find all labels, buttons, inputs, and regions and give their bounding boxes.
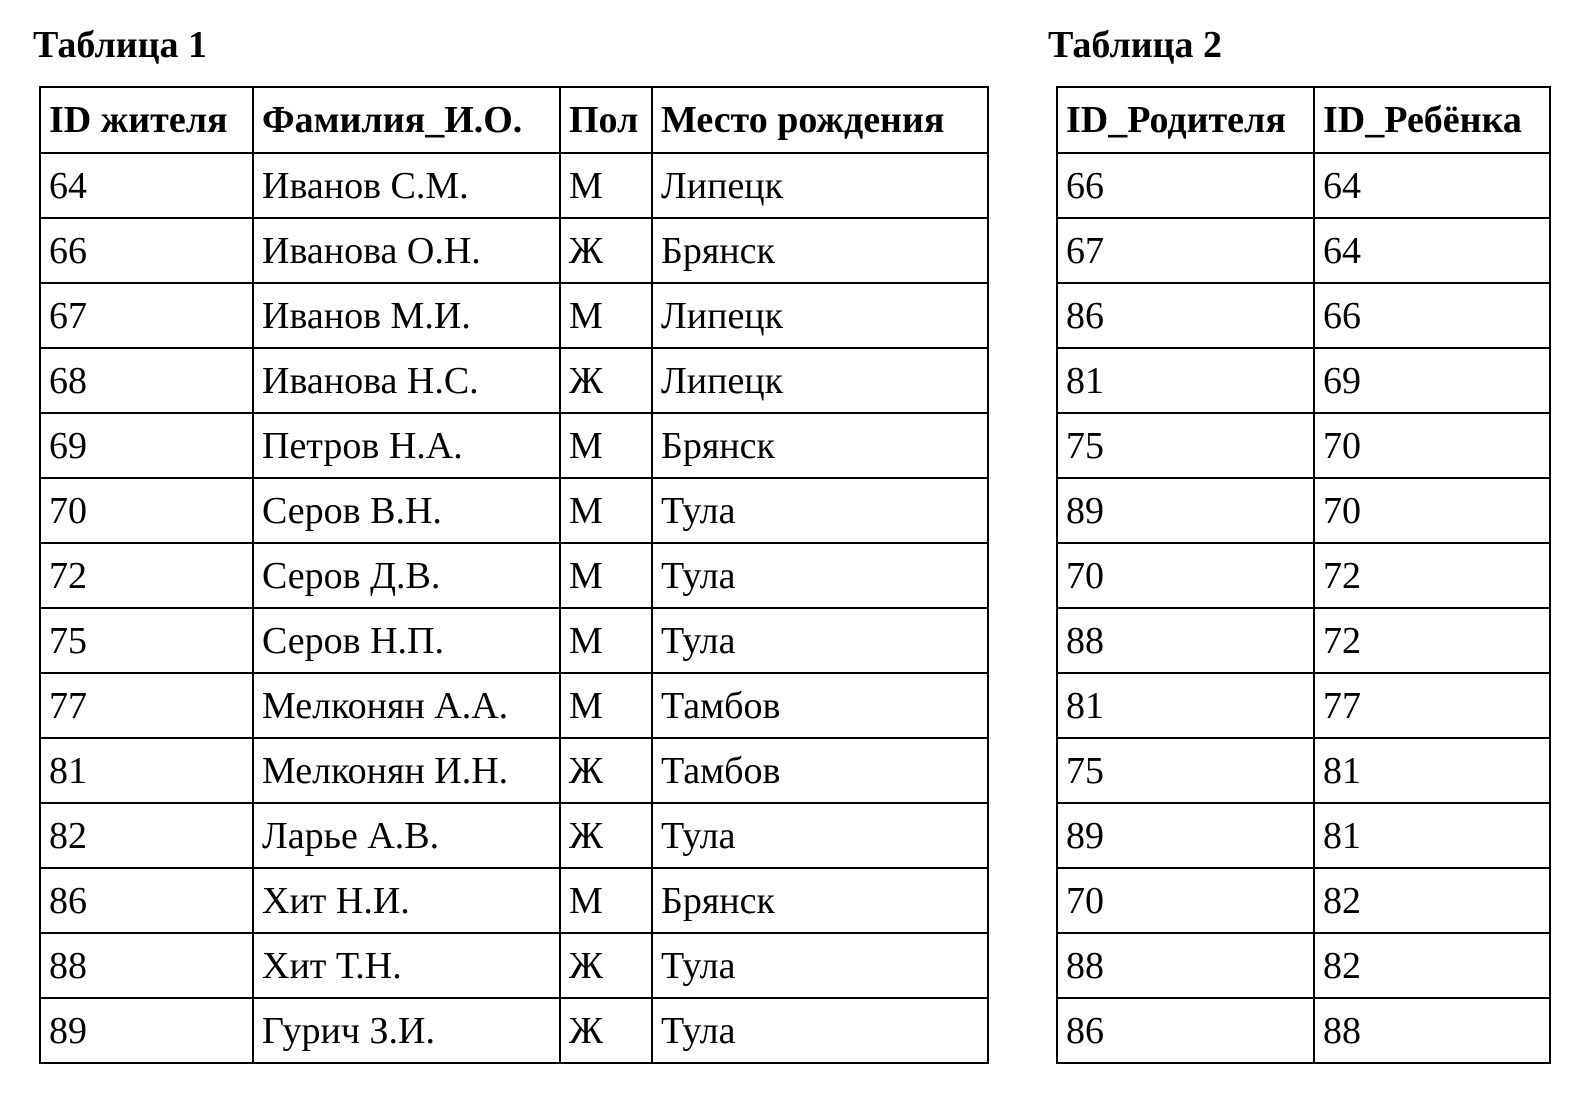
cell-birthplace: Липецк — [652, 283, 988, 348]
cell-gender: М — [560, 543, 652, 608]
cell-birthplace: Тула — [652, 998, 988, 1063]
table-row — [40, 413, 988, 478]
col-header-parent-id: ID_Родителя — [1057, 87, 1314, 153]
cell-resident-id: 89 — [40, 998, 253, 1063]
cell-resident-id: 82 — [40, 803, 253, 868]
cell-parent-id: 70 — [1057, 868, 1314, 933]
cell-birthplace: Тула — [652, 803, 988, 868]
cell-gender: М — [560, 868, 652, 933]
cell-birthplace: Тамбов — [652, 738, 988, 803]
table-row — [40, 738, 988, 803]
cell-surname: Иванов С.М. — [253, 153, 560, 218]
table-row — [1057, 153, 1550, 218]
cell-birthplace: Тамбов — [652, 673, 988, 738]
cell-surname: Иванова Н.С. — [253, 348, 560, 413]
cell-birthplace: Брянск — [652, 413, 988, 478]
table-row — [1057, 218, 1550, 283]
cell-surname: Мелконян А.А. — [253, 673, 560, 738]
col-header-surname: Фамилия_И.О. — [253, 87, 560, 153]
cell-parent-id: 81 — [1057, 673, 1314, 738]
table-row — [40, 868, 988, 933]
table-row — [1057, 283, 1550, 348]
cell-surname: Петров Н.А. — [253, 413, 560, 478]
cell-surname: Мелконян И.Н. — [253, 738, 560, 803]
cell-parent-id: 67 — [1057, 218, 1314, 283]
table-row — [1057, 738, 1550, 803]
cell-child-id: 70 — [1314, 413, 1550, 478]
table-row — [40, 218, 988, 283]
cell-resident-id: 72 — [40, 543, 253, 608]
table-row — [40, 348, 988, 413]
cell-resident-id: 77 — [40, 673, 253, 738]
parent-child-table-body — [1057, 153, 1550, 1063]
cell-gender: М — [560, 153, 652, 218]
cell-child-id: 64 — [1314, 218, 1550, 283]
cell-resident-id: 86 — [40, 868, 253, 933]
cell-gender: М — [560, 283, 652, 348]
cell-surname: Хит Т.Н. — [253, 933, 560, 998]
residents-header-row — [40, 87, 988, 153]
table-row — [40, 543, 988, 608]
cell-child-id: 66 — [1314, 283, 1550, 348]
cell-parent-id: 81 — [1057, 348, 1314, 413]
cell-parent-id: 75 — [1057, 738, 1314, 803]
cell-resident-id: 64 — [40, 153, 253, 218]
cell-gender: М — [560, 478, 652, 543]
cell-child-id: 70 — [1314, 478, 1550, 543]
col-header-gender: Пол — [560, 87, 652, 153]
cell-gender: Ж — [560, 348, 652, 413]
cell-birthplace: Тула — [652, 478, 988, 543]
cell-surname: Иванова О.Н. — [253, 218, 560, 283]
cell-child-id: 77 — [1314, 673, 1550, 738]
cell-child-id: 64 — [1314, 153, 1550, 218]
cell-resident-id: 69 — [40, 413, 253, 478]
cell-parent-id: 88 — [1057, 933, 1314, 998]
cell-child-id: 72 — [1314, 543, 1550, 608]
cell-birthplace: Тула — [652, 608, 988, 673]
table2-caption: Таблица 2 — [1048, 24, 1223, 66]
col-header-child-id: ID_Ребёнка — [1314, 87, 1550, 153]
table-row — [40, 608, 988, 673]
cell-child-id: 82 — [1314, 868, 1550, 933]
cell-surname: Гурич З.И. — [253, 998, 560, 1063]
cell-surname: Ларье А.В. — [253, 803, 560, 868]
cell-resident-id: 88 — [40, 933, 253, 998]
table-row — [1057, 933, 1550, 998]
cell-gender: Ж — [560, 803, 652, 868]
cell-parent-id: 75 — [1057, 413, 1314, 478]
cell-parent-id: 86 — [1057, 998, 1314, 1063]
cell-gender: М — [560, 608, 652, 673]
cell-surname: Серов Н.П. — [253, 608, 560, 673]
cell-gender: Ж — [560, 218, 652, 283]
table-row — [40, 998, 988, 1063]
cell-parent-id: 70 — [1057, 543, 1314, 608]
cell-birthplace: Брянск — [652, 218, 988, 283]
cell-birthplace: Тула — [652, 933, 988, 998]
table-row — [1057, 478, 1550, 543]
cell-child-id: 88 — [1314, 998, 1550, 1063]
table-row — [40, 803, 988, 868]
cell-parent-id: 89 — [1057, 478, 1314, 543]
cell-surname: Хит Н.И. — [253, 868, 560, 933]
cell-parent-id: 88 — [1057, 608, 1314, 673]
cell-child-id: 82 — [1314, 933, 1550, 998]
cell-parent-id: 66 — [1057, 153, 1314, 218]
cell-child-id: 72 — [1314, 608, 1550, 673]
table-row — [40, 153, 988, 218]
parent-child-header-row — [1057, 87, 1550, 153]
cell-gender: Ж — [560, 933, 652, 998]
cell-surname: Иванов М.И. — [253, 283, 560, 348]
cell-child-id: 81 — [1314, 803, 1550, 868]
table-row — [1057, 673, 1550, 738]
residents-table-body — [40, 153, 988, 1063]
cell-resident-id: 67 — [40, 283, 253, 348]
table-row — [1057, 608, 1550, 673]
cell-resident-id: 68 — [40, 348, 253, 413]
cell-gender: М — [560, 673, 652, 738]
cell-birthplace: Липецк — [652, 348, 988, 413]
cell-birthplace: Липецк — [652, 153, 988, 218]
table1-caption: Таблица 1 — [33, 24, 208, 66]
cell-gender: Ж — [560, 998, 652, 1063]
cell-birthplace: Брянск — [652, 868, 988, 933]
cell-child-id: 81 — [1314, 738, 1550, 803]
table-row — [1057, 543, 1550, 608]
cell-resident-id: 66 — [40, 218, 253, 283]
cell-child-id: 69 — [1314, 348, 1550, 413]
cell-gender: М — [560, 413, 652, 478]
cell-resident-id: 81 — [40, 738, 253, 803]
cell-resident-id: 70 — [40, 478, 253, 543]
cell-resident-id: 75 — [40, 608, 253, 673]
cell-parent-id: 89 — [1057, 803, 1314, 868]
cell-birthplace: Тула — [652, 543, 988, 608]
table-row — [1057, 348, 1550, 413]
col-header-birthplace: Место рождения — [652, 87, 988, 153]
table-row — [1057, 803, 1550, 868]
table-row — [40, 933, 988, 998]
cell-parent-id: 86 — [1057, 283, 1314, 348]
parent-child-table — [1056, 86, 1551, 1064]
cell-surname: Серов Д.В. — [253, 543, 560, 608]
col-header-resident-id: ID жителя — [40, 87, 253, 153]
table-row — [1057, 413, 1550, 478]
table-row — [40, 478, 988, 543]
table-row — [1057, 868, 1550, 933]
table-row — [1057, 998, 1550, 1063]
cell-surname: Серов В.Н. — [253, 478, 560, 543]
residents-table — [39, 86, 989, 1064]
table-row — [40, 673, 988, 738]
cell-gender: Ж — [560, 738, 652, 803]
table-row — [40, 283, 988, 348]
